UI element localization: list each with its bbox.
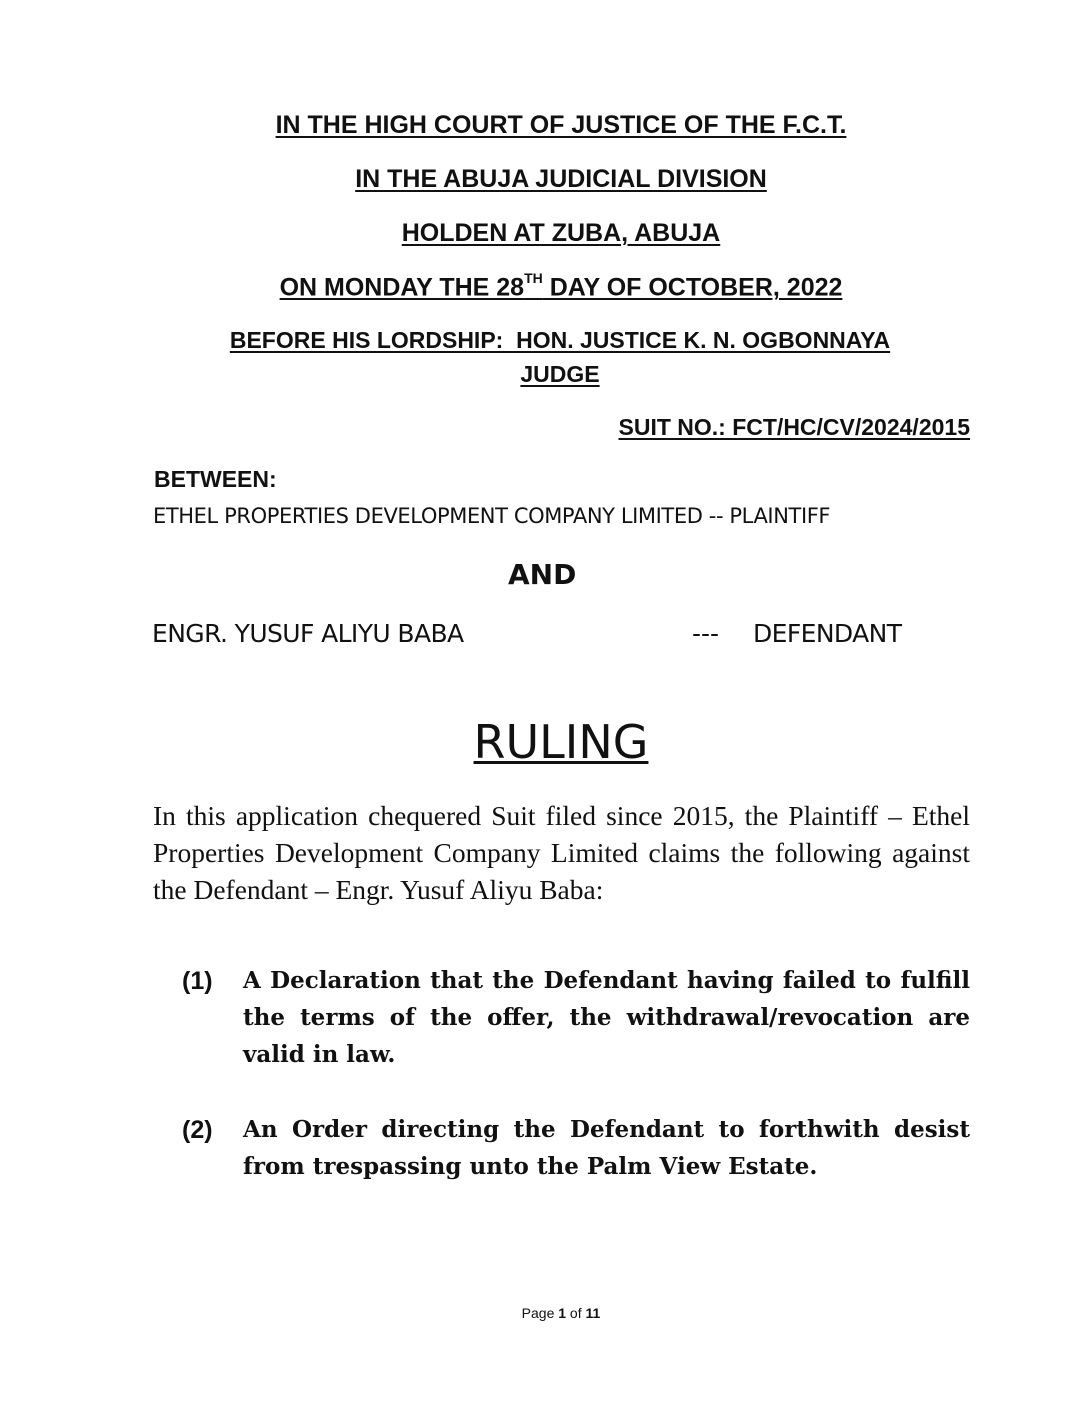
ruling-title: RULING [473,715,649,769]
division-heading: IN THE ABUJA JUDICIAL DIVISION [355,165,767,193]
holden-heading: HOLDEN AT ZUBA, ABUJA [401,219,721,247]
page-of-word: of [566,1305,586,1321]
page-total: 11 [585,1305,601,1321]
page-word: Page [521,1305,559,1321]
page-footer [0,1305,1088,1321]
date-prefix: ON MONDAY THE 28 [279,273,525,302]
date-heading [0,270,1088,302]
suit-number: SUIT NO.: FCT/HC/CV/2024/2015 [618,414,970,440]
claim-1-number: (1) [182,967,213,995]
judge-title: JUDGE [520,361,600,387]
claim-1-text: A Declaration that the Defendant having failed to fulfill the terms of the offer, the withdrawal/revocation are valid in law. [243,967,970,1068]
before-line: BEFORE HIS LORDSHIP: HON. JUSTICE K. N. OGBONNAYA [229,327,891,353]
intro-paragraph: In this application chequered Suit filed since 2015, the Plaintiff – Ethel Properties Development Company Limited claims the following against the Defendant – Engr. Yusuf Aliyu Baba: [153,800,970,905]
between-label: BETWEEN: [154,466,277,492]
defendant-dash: --- [692,619,720,648]
and-separator: AND [508,558,577,591]
defendant-name: ENGR. YUSUF ALIYU BABA [152,619,464,648]
claim-2-text: An Order directing the Defendant to forthwith desist from trespassing unto the Palm View Estate. [243,1116,970,1180]
claim-2-number: (2) [182,1116,213,1144]
page-current: 1 [558,1305,567,1321]
date-suffix: DAY OF OCTOBER, 2022 [542,273,843,302]
date-ordinal: TH [524,270,543,286]
plaintiff-line: ETHEL PROPERTIES DEVELOPMENT COMPANY LIMITED -- PLAINTIFF [153,504,831,528]
court-heading: IN THE HIGH COURT OF JUSTICE OF THE F.C.T. [275,111,847,139]
defendant-role: DEFENDANT [753,619,902,648]
